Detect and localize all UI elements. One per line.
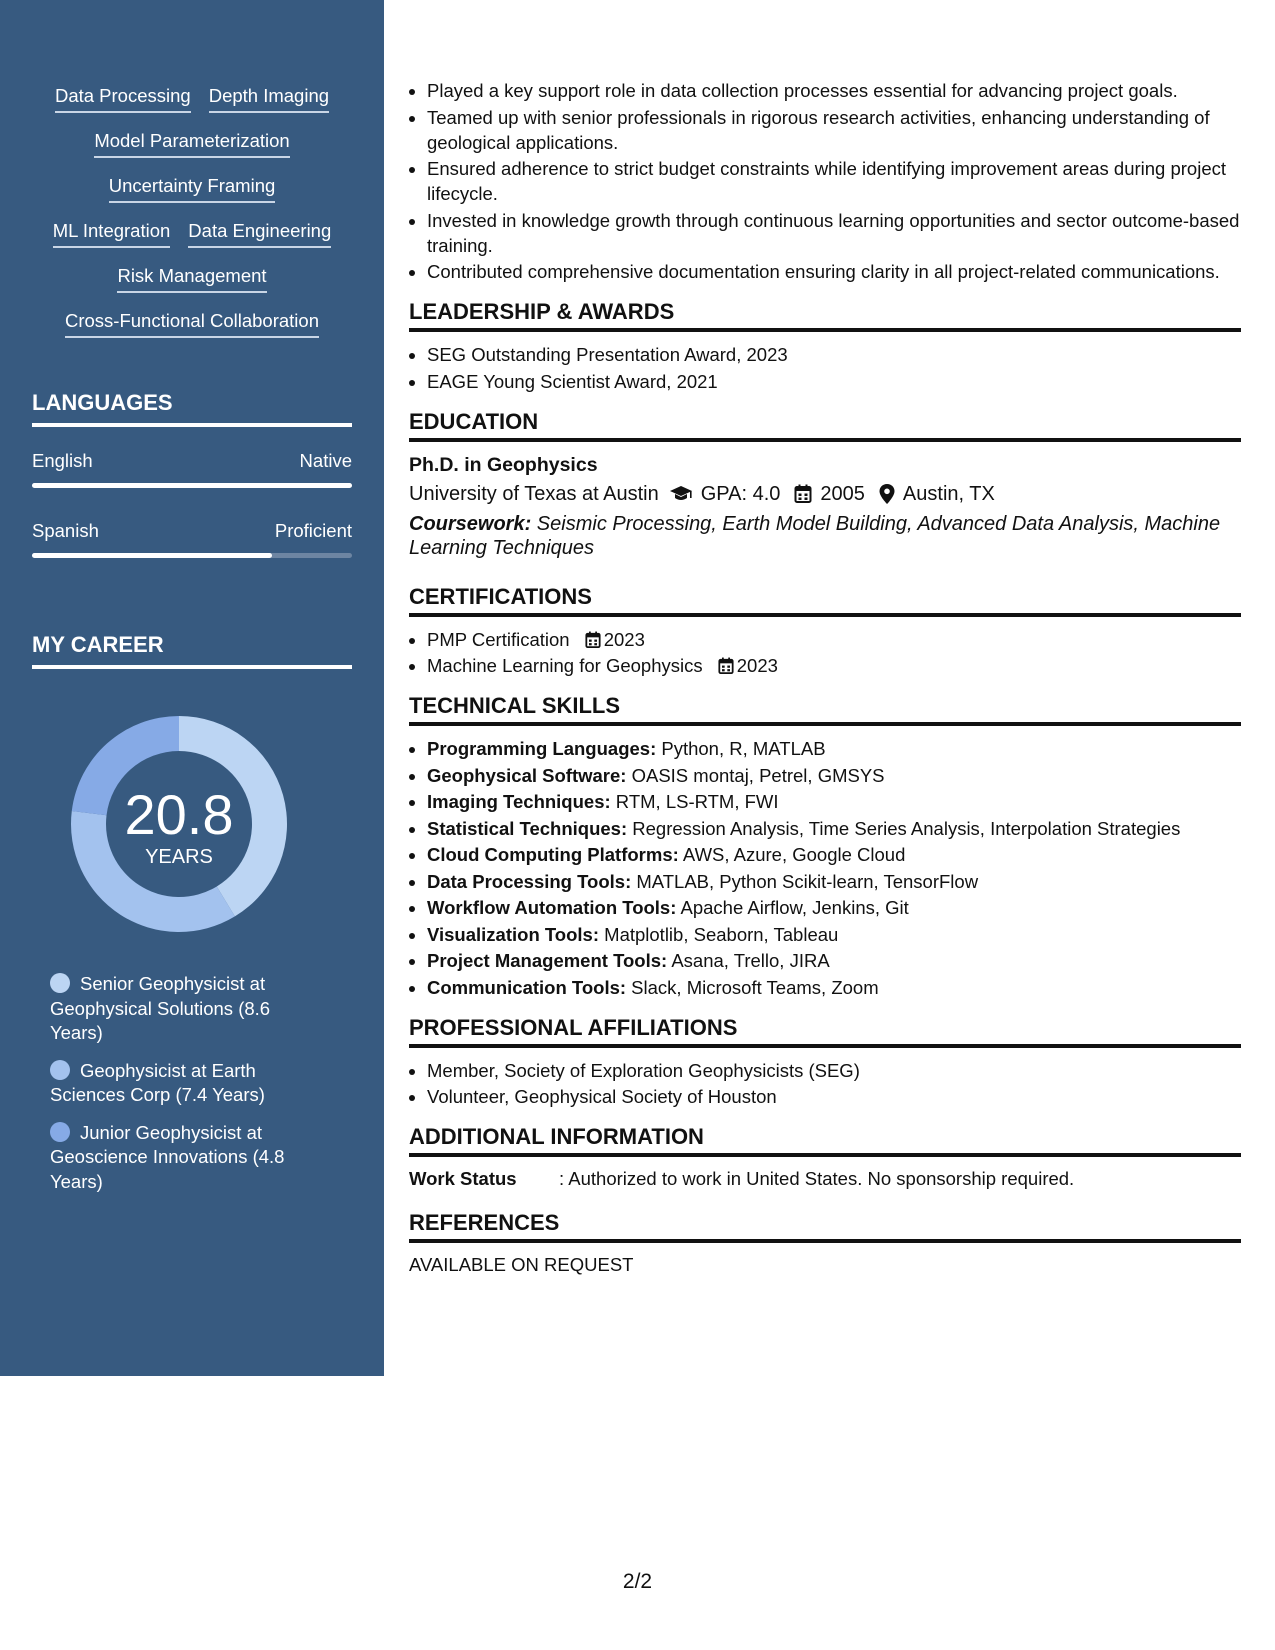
education-location: Austin, TX — [902, 482, 995, 505]
affiliation-item: • Member, Society of Exploration Geophysicists (SEG) — [427, 1058, 1241, 1083]
skill-row — [32, 176, 352, 221]
tech-skill-value: Python, R, MATLAB — [656, 738, 826, 759]
tech-skill-item — [427, 922, 1241, 947]
certification-item — [427, 653, 1241, 678]
language-name: English — [32, 450, 93, 471]
tech-skill-value: Apache Airflow, Jenkins, Git — [676, 897, 909, 918]
language-bar — [32, 483, 352, 488]
language-name: Spanish — [32, 520, 99, 541]
technical-skills-list — [409, 736, 1241, 1000]
page-number: 2/2 — [622, 1570, 653, 1593]
affiliations-list — [409, 1058, 1241, 1110]
tech-skill-item — [427, 948, 1241, 973]
coursework-label: Coursework: — [409, 512, 532, 535]
work-status-label: Work Status — [409, 1168, 517, 1189]
skill-row — [32, 311, 352, 356]
skill-tag: Data Engineering — [188, 221, 331, 248]
career-item — [50, 1059, 300, 1108]
tech-skill-label: Workflow Automation Tools: — [427, 897, 677, 918]
main-content — [409, 78, 1241, 1277]
education-details — [409, 478, 1241, 510]
certifications-list — [409, 627, 1241, 679]
references-text: AVAILABLE ON REQUEST — [409, 1254, 634, 1275]
tech-skill-value: AWS, Azure, Google Cloud — [678, 844, 906, 865]
tech-skill-label: Project Management Tools: — [427, 950, 668, 971]
map-pin-icon — [879, 484, 895, 504]
calendar-icon — [585, 631, 601, 649]
graduation-cap-icon — [669, 485, 693, 503]
language-level: Native — [299, 450, 352, 471]
languages-heading: LANGUAGES — [32, 389, 352, 427]
tech-skill-label: Visualization Tools: — [427, 923, 600, 945]
language-bar-fill — [32, 483, 352, 488]
tech-skill-item — [427, 789, 1241, 814]
award-item: • EAGE Young Scientist Award, 2021 — [427, 369, 1241, 394]
skill-row — [32, 266, 352, 311]
skill-tag: Cross-Functional Collaboration — [65, 311, 319, 338]
legend-dot-icon — [50, 973, 70, 993]
career-item — [50, 1121, 300, 1195]
education-gpa: GPA: 4.0 — [700, 482, 781, 505]
tech-skill-label: Statistical Techniques: — [427, 817, 628, 839]
education-degree: Ph.D. in Geophysics — [409, 453, 598, 476]
language-spanish — [32, 520, 352, 558]
award-item: • SEG Outstanding Presentation Award, 2023 — [427, 342, 1241, 367]
legend-dot-icon — [50, 1060, 70, 1080]
certification-name: Machine Learning for Geophysics — [427, 655, 703, 676]
tech-skill-label: Cloud Computing Platforms: — [427, 844, 679, 865]
skill-row — [32, 221, 352, 266]
experience-bullet: • Ensured adherence to strict budget constraints while identifying improvement areas during project lifecycle. — [427, 156, 1241, 206]
awards-heading: LEADERSHIP & AWARDS — [409, 298, 1241, 332]
education-heading: EDUCATION — [409, 408, 1241, 442]
skill-tag: Risk Management — [117, 266, 266, 293]
language-bar-fill — [32, 553, 272, 558]
language-bar — [32, 553, 352, 558]
certification-name: PMP Certification — [427, 628, 570, 650]
certifications-heading: CERTIFICATIONS — [409, 583, 1241, 617]
work-status-value: : Authorized to work in United States. No sponsorship required. — [559, 1168, 1075, 1189]
experience-bullet: • Teamed up with senior professionals in rigorous research activities, enhancing understanding of geological applications. — [427, 105, 1241, 155]
affiliation-item: • Volunteer, Geophysical Society of Houston — [427, 1084, 1241, 1109]
tech-skill-label: Imaging Techniques: — [427, 791, 611, 812]
education-school: University of Texas at Austin — [409, 482, 659, 505]
affiliations-heading: PROFESSIONAL AFFILIATIONS — [409, 1014, 1241, 1048]
work-status-row — [409, 1167, 1241, 1191]
tech-skill-label: Data Processing Tools: — [427, 870, 632, 892]
awards-list — [409, 342, 1241, 394]
language-level: Proficient — [274, 520, 352, 541]
additional-info-heading: ADDITIONAL INFORMATION — [409, 1123, 1241, 1157]
tech-skill-item — [427, 816, 1241, 841]
career-legend — [50, 972, 300, 1207]
legend-dot-icon — [50, 1122, 70, 1142]
career-label: Junior Geophysicist at Geoscience Innovations (4.8 Years) — [50, 1121, 285, 1192]
certification-year: 2023 — [603, 628, 645, 650]
tech-skill-label: Geophysical Software: — [427, 764, 627, 786]
skill-tag: Depth Imaging — [209, 86, 329, 113]
experience-bullet: • Played a key support role in data collection processes essential for advancing project goals. — [427, 78, 1241, 103]
experience-bullet: • Contributed comprehensive documentation ensuring clarity in all project-related communications. — [427, 259, 1241, 284]
tech-skill-value: Slack, Microsoft Teams, Zoom — [626, 976, 879, 998]
coursework-text: Seismic Processing, Earth Model Building, Advanced Data Analysis, Machine Learning Techniques — [409, 512, 1221, 559]
tech-skill-value: MATLAB, Python Scikit-learn, TensorFlow — [631, 870, 979, 892]
career-heading: MY CAREER — [32, 631, 352, 669]
certification-year: 2023 — [736, 655, 778, 676]
career-total: 20.8 — [124, 783, 234, 846]
tech-skill-value: Asana, Trello, JIRA — [667, 950, 830, 971]
skill-tag: Uncertainty Framing — [109, 176, 276, 203]
tech-skill-item — [427, 842, 1241, 867]
tech-skill-value: RTM, LS-RTM, FWI — [610, 791, 779, 812]
career-item — [50, 972, 300, 1046]
career-unit: YEARS — [145, 846, 213, 868]
career-donut — [66, 711, 292, 937]
skill-tags — [32, 86, 352, 356]
tech-skill-item — [427, 895, 1241, 920]
calendar-icon — [718, 657, 734, 675]
references-heading: REFERENCES — [409, 1209, 1241, 1243]
experience-bullets — [409, 78, 1241, 284]
career-label: Geophysicist at Earth Sciences Corp (7.4 Years) — [50, 1059, 265, 1105]
career-label: Senior Geophysicist at Geophysical Solutions (8.6 Years) — [50, 973, 271, 1043]
tech-skill-value: Regression Analysis, Time Series Analysis, Interpolation Strategies — [627, 817, 1181, 839]
skill-row — [32, 131, 352, 176]
tech-skill-item — [427, 869, 1241, 894]
certification-item — [427, 627, 1241, 652]
skill-row — [32, 86, 352, 131]
tech-skill-label: Communication Tools: — [427, 976, 627, 998]
technical-skills-heading: TECHNICAL SKILLS — [409, 692, 1241, 726]
tech-skill-value: Matplotlib, Seaborn, Tableau — [599, 923, 839, 945]
skill-tag: Data Processing — [55, 86, 191, 113]
tech-skill-item — [427, 975, 1241, 1000]
skill-tag: Model Parameterization — [94, 131, 289, 158]
language-english — [32, 450, 352, 488]
experience-bullet: • Invested in knowledge growth through continuous learning opportunities and sector outcome-based training. — [427, 208, 1241, 258]
tech-skill-item — [427, 763, 1241, 788]
education-coursework — [409, 512, 1241, 561]
donut-center — [66, 711, 292, 937]
tech-skill-item — [427, 736, 1241, 761]
skill-tag: ML Integration — [53, 221, 171, 248]
tech-skill-label: Programming Languages: — [427, 738, 657, 759]
education-year: 2005 — [820, 482, 865, 505]
tech-skill-value: OASIS montaj, Petrel, GMSYS — [626, 764, 885, 786]
sidebar — [0, 0, 384, 1376]
calendar-icon — [794, 484, 812, 504]
